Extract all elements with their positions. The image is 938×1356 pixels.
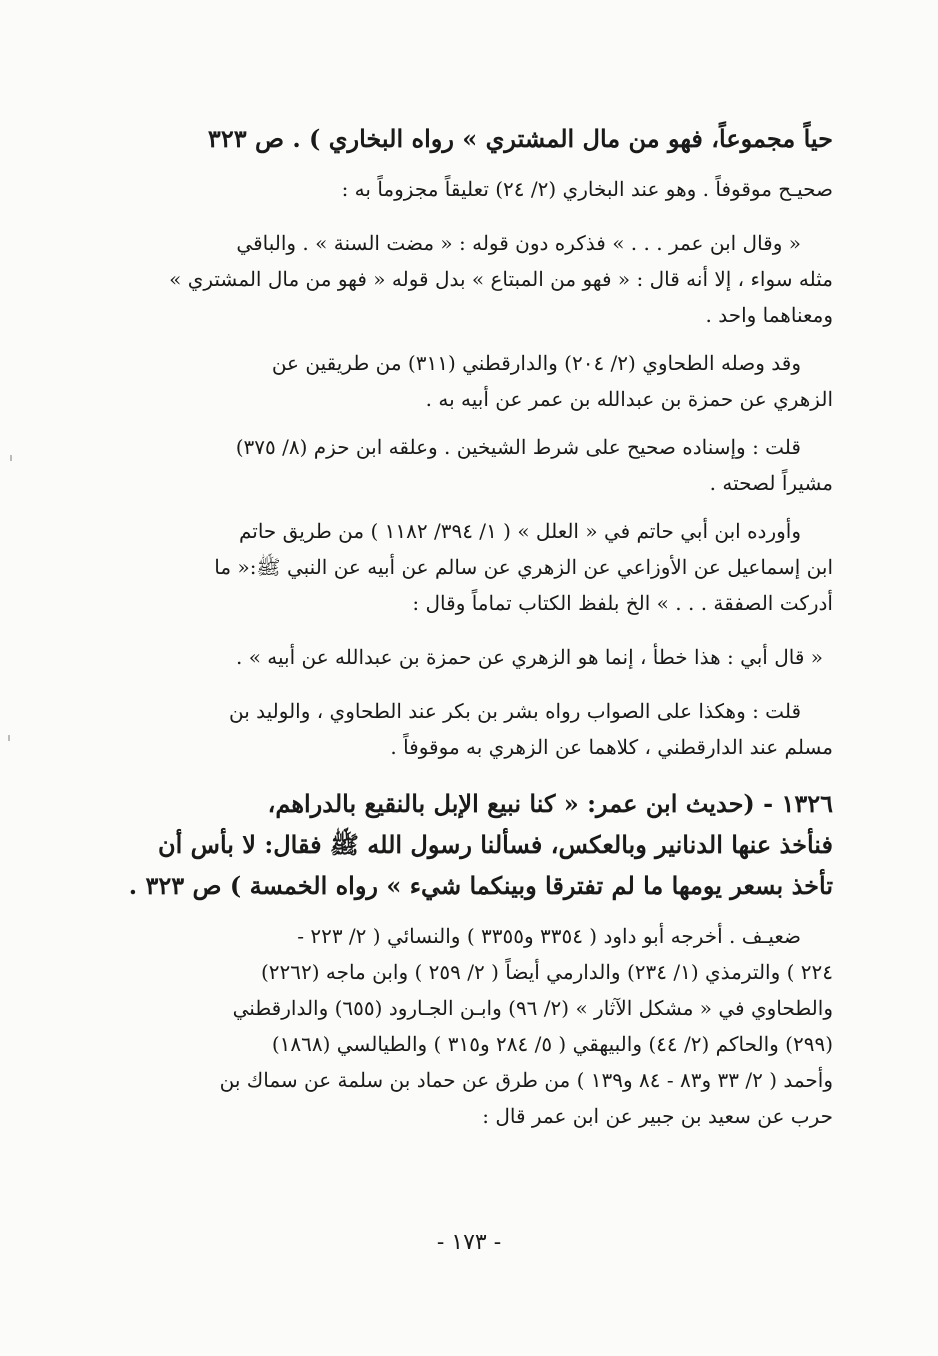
paragraph-line: الزهري عن حمزة بن عبدالله بن عمر عن أبيه به . (425, 387, 833, 411)
hadith-line: فنأخذ عنها الدنانير وبالعكس، فسألنا رسول الله ﷺ فقال: لا بأس أن (158, 830, 833, 859)
paragraph-line: قلت : وإسناده صحيح على شرط الشيخين . وعلقه ابن حزم (٨/ ٣٧٥) (235, 435, 801, 459)
hadith-entry (128, 783, 833, 906)
hadith-tail-line: حياً مجموعاً، فهو من مال المشتري » رواه البخاري ) . ص ٣٢٣ (207, 124, 833, 153)
paragraph-6 (150, 918, 833, 1134)
paragraph-line: ٢٢٤ ) والترمذي (١/ ٢٣٤) والدارمي أيضاً ( ٢/ ٢٥٩ ) وابن ماجه (٢٢٦٢) (260, 960, 833, 984)
page-body (128, 118, 833, 1134)
paragraph-4 (150, 513, 833, 621)
paragraph-line: قلت : وهكذا على الصواب رواه بشر بن بكر عند الطحاوي ، والوليد بن (228, 699, 801, 723)
paragraph-line: مسلم عند الدارقطني ، كلاهما عن الزهري به موقوفاً . (390, 735, 833, 759)
paragraph-line: وقد وصله الطحاوي (٢/ ٢٠٤) والدارقطني (٣١١) من طريقين عن (271, 351, 801, 375)
hadith-line: ١٣٢٦ - (حديث ابن عمر: « كنا نبيع الإبل بالنقيع بالدراهم، (267, 789, 833, 818)
paragraph-line: « وقال ابن عمر . . . » فذكره دون قوله : « مضت السنة » . والباقي (236, 231, 801, 255)
paragraph-line: حرب عن سعيد بن جبير عن ابن عمر قال : (482, 1104, 833, 1128)
paragraph-line: أدركت الصفقة . . . » الخ بلفظ الكتاب تماماً وقال : (412, 591, 833, 615)
paragraph-line: مثله سواء ، إلا أنه قال : « فهو من المبتاع » بدل قوله « فهو من مال المشتري » (169, 267, 833, 291)
paragraph-line: (٢٩٩) والحاكم (٢/ ٤٤) والبيهقي ( ٥/ ٢٨٤ و٣١٥ ) والطيالسي (١٨٦٨) (271, 1032, 833, 1056)
scan-speck (8, 735, 10, 741)
paragraph-line: وأحمد ( ٢/ ٣٣ و٨٣ - ٨٤ و١٣٩ ) من طرق عن حماد بن سلمة عن سماك بن (219, 1068, 833, 1092)
paragraph-line: وأورده ابن أبي حاتم في « العلل » ( ١/ ٣٩٤/ ١١٨٢ ) من طريق حاتم (238, 519, 801, 543)
scan-speck (10, 455, 12, 461)
block-quote: « قال أبي : هذا خطأ ، إنما هو الزهري عن حمزة بن عبدالله عن أبيه » . (235, 645, 823, 669)
paragraph-line: مشيراً لصحته . (709, 471, 833, 495)
paragraph-1 (150, 225, 833, 333)
hadith-line: تأخذ بسعر يومها ما لم تفترقا وبينكما شيء » رواه الخمسة ) ص ٣٢٣ . (128, 871, 833, 900)
page-number: - ١٧٣ - (436, 1230, 502, 1255)
paragraph-line: ضعيـف . أخرجه أبو داود ( ٣٣٥٤ و٣٣٥٥ ) والنسائي ( ٢/ ٢٢٣ - (297, 924, 801, 948)
paragraph-line: ابن إسماعيل عن الأوزاعي عن الزهري عن سالم عن أبيه عن النبي ﷺ:« ما (214, 555, 833, 579)
paragraph-5 (150, 693, 833, 765)
paragraph-line: والطحاوي في « مشكل الآثار » (٢/ ٩٦) وابـن الجـارود (٦٥٥) والدارقطني (232, 996, 833, 1020)
paragraph-line: ومعناهما واحد . (705, 303, 833, 327)
paragraph-2 (150, 345, 833, 417)
grading-line: صحيـح موقوفاً . وهو عند البخاري (٢/ ٢٤) تعليقاً مجزوماً به : (341, 177, 833, 201)
paragraph-3 (150, 429, 833, 501)
